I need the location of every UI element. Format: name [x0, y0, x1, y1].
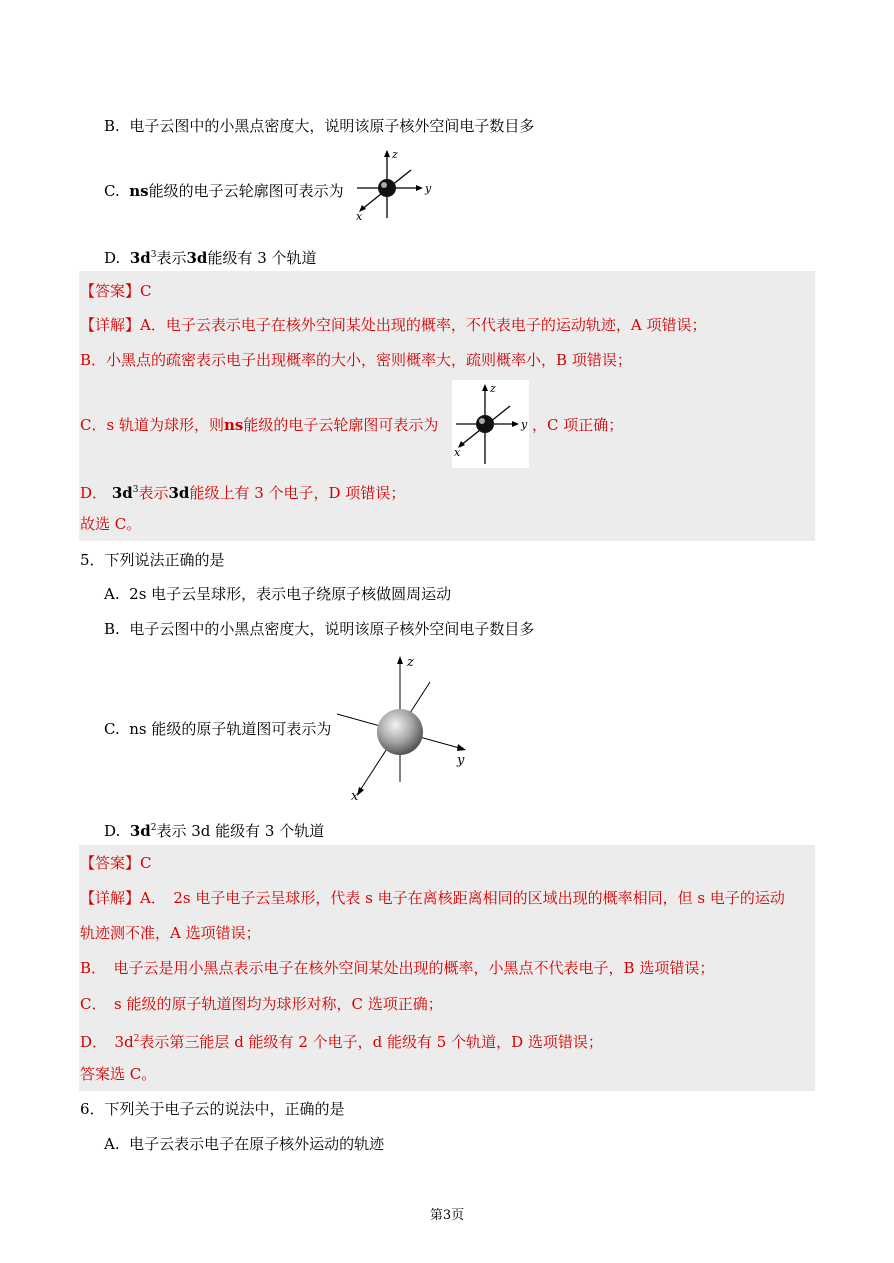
q6-stem: 6．下列关于电子云的说法中，正确的是 [80, 1100, 345, 1118]
q6-option-a: A. 电子云表示电子在原子核外运动的轨迹 [104, 1135, 385, 1153]
q4-detail-b: B．小黑点的疏密表示电子出现概率的大小，密则概率大，疏则概率小，B 项错误； [80, 351, 632, 369]
q4-detail-d: D． $3d^3$表示3d能级上有 3 个电子，D 项错误； [80, 484, 406, 502]
q5-stem: 5．下列说法正确的是 [80, 551, 225, 569]
q4-detail-a: 【详解】A．电子云表示电子在核外空间某处出现的概率，不代表电子的运动轨迹，A 项错误； [80, 316, 707, 334]
q5-detail-c: C． s 能级的原子轨道图均为球形对称，C 选项正确； [80, 995, 443, 1013]
svg-text:y: y [521, 418, 528, 431]
q4-detail-c-orbital-figure [452, 380, 529, 468]
q4-conclusion: 故选 C。 [80, 515, 142, 533]
svg-text:y: y [457, 753, 465, 768]
q4-option-c: C. ns能级的电子云轮廓图可表示为 [104, 182, 344, 200]
svg-text:y: y [425, 182, 432, 195]
q4-detail-c: C．s 轨道为球形，则ns能级的电子云轮廓图可表示为 [80, 416, 439, 434]
svg-text:x: x [356, 210, 363, 223]
q5-detail-a-1: 【详解】A． 2s 电子电子云呈球形，代表 s 电子在离核距离相同的区域出现的概率相同，但 s 电子的运动 [80, 889, 785, 907]
q5-option-c-orbital-figure [335, 652, 475, 802]
q4-answer: 【答案】C [80, 282, 152, 300]
q5-detail-b: B． 电子云是用小黑点表示电子在核外空间某处出现的概率，小黑点不代表电子，B 选项错误； [80, 959, 715, 977]
q4-option-d: D. $3d^3$表示3d能级有 3 个轨道 [104, 249, 317, 267]
q5-answer: 【答案】C [80, 854, 152, 872]
q4-option-c-orbital-figure [345, 148, 435, 223]
svg-text:z: z [490, 382, 496, 395]
q4-option-b: B. 电子云图中的小黑点密度大，说明该原子核外空间电子数目多 [104, 117, 535, 135]
q5-option-d: D. $3d^2$表示 3d 能级有 3 个轨道 [104, 822, 325, 840]
page-number: 第3页 [429, 1208, 465, 1223]
q5-detail-a-2: 轨迹测不准，A 选项错误； [80, 924, 261, 942]
q4-detail-c-tail: ，C 项正确； [532, 416, 624, 434]
svg-text:z: z [392, 148, 398, 161]
q5-detail-d: D． $3d^2$表示第三能层 d 能级有 2 个电子，d 能级有 5 个轨道，D 选项错误； [80, 1033, 603, 1051]
q5-conclusion: 答案选 C。 [80, 1065, 157, 1083]
svg-text:z: z [407, 655, 414, 670]
svg-text:x: x [454, 446, 461, 459]
q5-option-b: B. 电子云图中的小黑点密度大，说明该原子核外空间电子数目多 [104, 620, 535, 638]
q5-option-a: A. 2s 电子云呈球形，表示电子绕原子核做圆周运动 [104, 585, 452, 603]
svg-text:x: x [351, 789, 359, 802]
q5-option-c: C. ns 能级的原子轨道图可表示为 [104, 720, 332, 738]
